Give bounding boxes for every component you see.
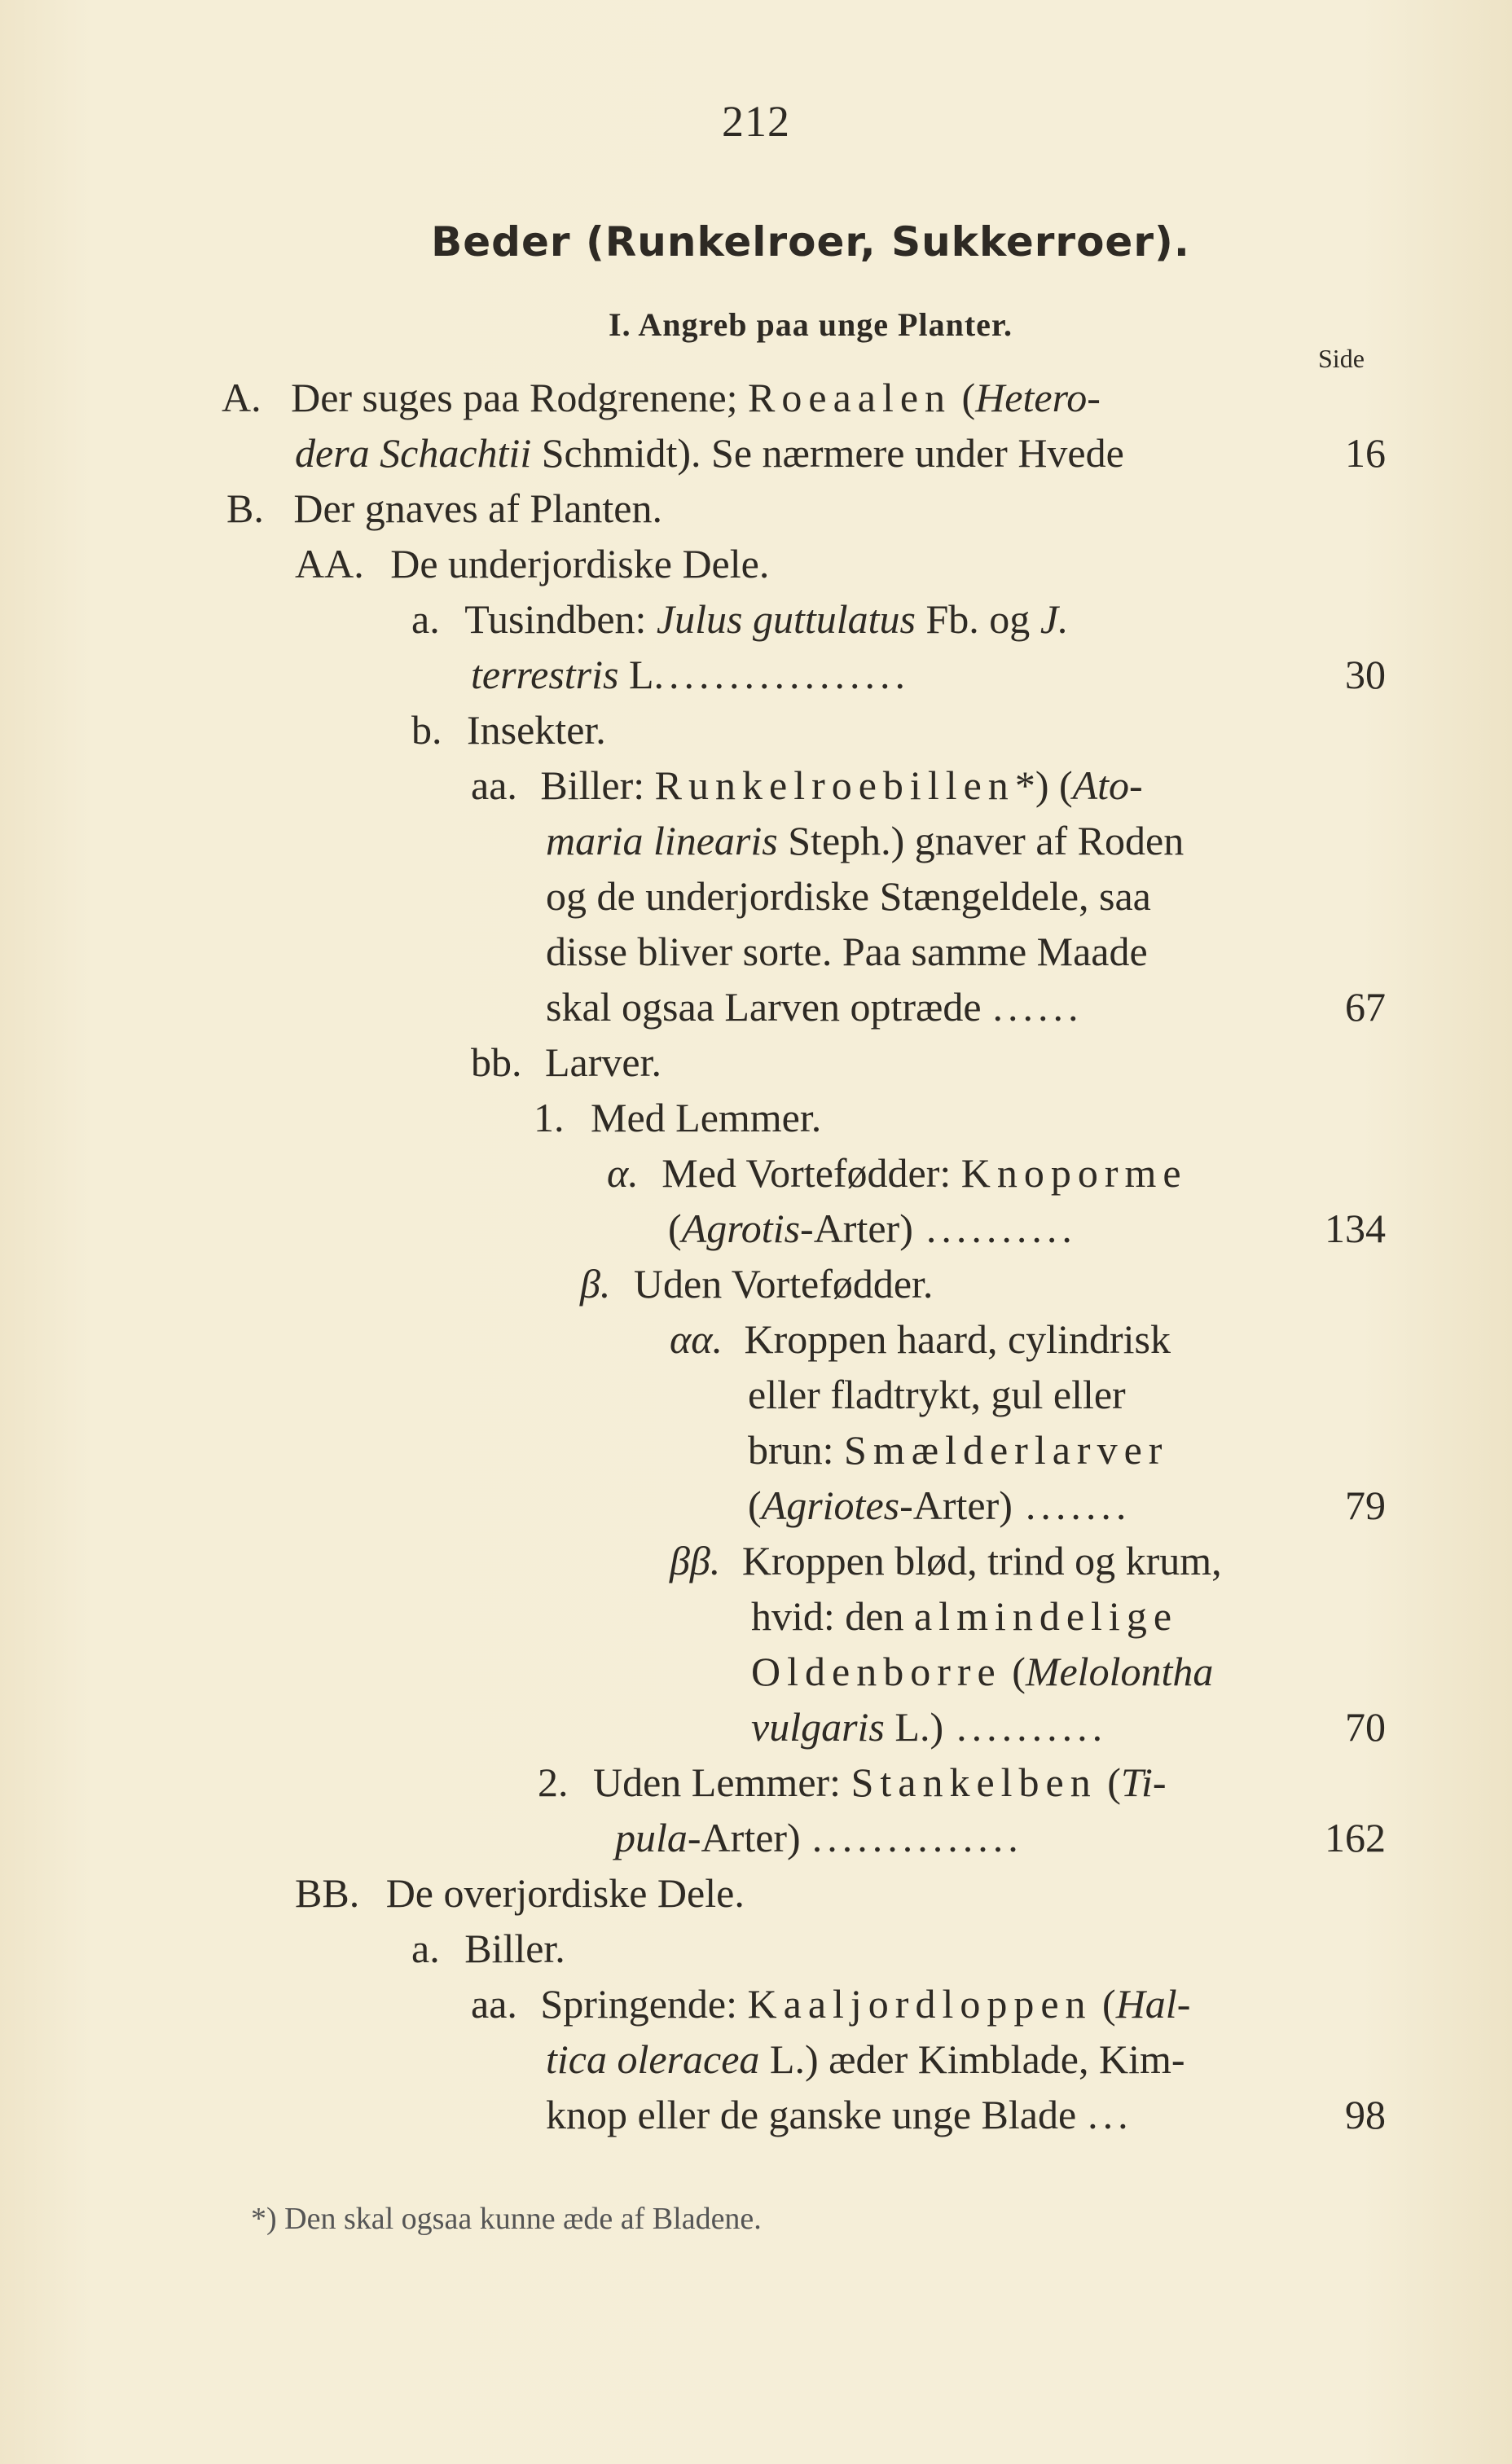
entry-line: brun: Smælderlarver bbox=[748, 1427, 1169, 1473]
page-reference: 67 bbox=[1345, 984, 1386, 1030]
entry-line: BB. De overjordiske Dele. bbox=[295, 1870, 745, 1916]
entry-line: dera Schachtii Schmidt). Se nærmere under Hvede bbox=[295, 430, 1124, 476]
latin-name: tica oleracea bbox=[546, 2036, 760, 2082]
page-title: Beder (Runkelroer, Sukkerroer). bbox=[431, 218, 1190, 266]
leader-dots: .......... bbox=[956, 1704, 1108, 1750]
latin-name: maria linearis bbox=[546, 818, 778, 863]
entry-line: a. Tusindben: Julus guttulatus Fb. og J. bbox=[411, 596, 1069, 642]
entry-line: B. Der gnaves af Planten. bbox=[226, 485, 662, 531]
entry-label: B. bbox=[226, 485, 264, 531]
entry-line: disse bliver sorte. Paa samme Maade bbox=[546, 929, 1148, 974]
entry-line: bb. Larver. bbox=[471, 1039, 662, 1085]
latin-name: dera Schachtii bbox=[295, 430, 532, 476]
entry-label: a. bbox=[411, 596, 440, 642]
entry-line: (Agriotes-Arter) ....... bbox=[748, 1482, 1132, 1528]
latin-name: vulgaris bbox=[751, 1704, 885, 1750]
entry-label: α. bbox=[607, 1150, 639, 1196]
entry-line: ββ. Kroppen blød, trind og krum, bbox=[670, 1538, 1222, 1583]
entry-line: Oldenborre (Melolontha bbox=[751, 1649, 1214, 1694]
entry-label: b. bbox=[411, 707, 442, 753]
entry-line: AA. De underjordiske Dele. bbox=[295, 541, 770, 586]
entry-line: aa. Springende: Kaaljordloppen (Hal- bbox=[471, 1981, 1191, 2027]
common-name: Oldenborre bbox=[751, 1649, 1002, 1694]
latin-name: Melolontha bbox=[1025, 1649, 1214, 1694]
entry-line: vulgaris L.) .......... bbox=[751, 1704, 1108, 1750]
latin-name: Ato- bbox=[1072, 762, 1143, 808]
page-column-header: Side bbox=[1318, 344, 1365, 373]
entry-label: β. bbox=[580, 1261, 611, 1307]
latin-name: Julus guttulatus bbox=[656, 596, 916, 642]
entry-label: BB. bbox=[295, 1870, 360, 1916]
entry-line: og de underjordiske Stængeldele, saa bbox=[546, 873, 1151, 919]
entry-line: knop eller de ganske unge Blade ... bbox=[546, 2092, 1133, 2137]
entry-label: aa. bbox=[471, 1981, 517, 2027]
page-reference: 16 bbox=[1345, 430, 1386, 476]
entry-line: 2. Uden Lemmer: Stankelben (Ti- bbox=[538, 1759, 1167, 1805]
page-number: 212 bbox=[722, 97, 790, 146]
leader-dots: .......... bbox=[925, 1206, 1077, 1251]
entry-label: 2. bbox=[538, 1759, 569, 1805]
entry-line: pula-Arter) .............. bbox=[615, 1815, 1023, 1860]
entry-line: a. Biller. bbox=[411, 1926, 565, 1971]
leader-dots: ... bbox=[1088, 2092, 1133, 2137]
leader-dots: ................. bbox=[653, 652, 911, 697]
common-name: Smælderlarver bbox=[844, 1427, 1169, 1473]
page-reference: 70 bbox=[1345, 1704, 1386, 1750]
common-name: almindelige bbox=[913, 1593, 1179, 1639]
latin-name: pula bbox=[615, 1815, 688, 1860]
entry-line: αα. Kroppen haard, cylindrisk bbox=[670, 1316, 1171, 1362]
latin-name: Hal- bbox=[1115, 1981, 1191, 2027]
leader-dots: ...... bbox=[992, 984, 1083, 1030]
entry-line: terrestris L................. bbox=[471, 652, 911, 697]
page-reference: 98 bbox=[1345, 2092, 1386, 2137]
latin-name: J. bbox=[1040, 596, 1069, 642]
entry-label: A. bbox=[222, 375, 262, 420]
page-reference: 162 bbox=[1325, 1815, 1386, 1860]
entry-line: hvid: den almindelige bbox=[751, 1593, 1179, 1639]
entry-label: a. bbox=[411, 1926, 440, 1971]
entry-label: aa. bbox=[471, 762, 517, 808]
entry-line: (Agrotis-Arter) .......... bbox=[668, 1206, 1077, 1251]
latin-name: Agrotis bbox=[681, 1206, 801, 1251]
common-name: Roeaalen bbox=[748, 375, 952, 420]
leader-dots: .............. bbox=[811, 1815, 1023, 1860]
latin-name: Agriotes bbox=[761, 1482, 900, 1528]
latin-name: Ti- bbox=[1120, 1759, 1167, 1805]
common-name: Knoporme bbox=[960, 1150, 1188, 1196]
entry-line: skal ogsaa Larven optræde ...... bbox=[546, 984, 1083, 1030]
page-reference: 30 bbox=[1345, 652, 1386, 697]
footnote: *) Den skal ogsaa kunne æde af Bladene. bbox=[251, 2202, 762, 2236]
common-name: Stankelben bbox=[850, 1759, 1097, 1805]
entry-line: A. Der suges paa Rodgrenene; Roeaalen (Hetero- bbox=[222, 375, 1101, 420]
page-reference: 79 bbox=[1345, 1482, 1386, 1528]
entry-line: aa. Biller: Runkelroebillen*) (Ato- bbox=[471, 762, 1143, 808]
entry-label: AA. bbox=[295, 541, 364, 586]
entry-line: tica oleracea L.) æder Kimblade, Kim- bbox=[546, 2036, 1185, 2082]
entry-label: bb. bbox=[471, 1039, 522, 1085]
entry-line: 1. Med Lemmer. bbox=[534, 1095, 822, 1140]
entry-line: maria linearis Steph.) gnaver af Roden bbox=[546, 818, 1185, 863]
page-reference: 134 bbox=[1325, 1206, 1386, 1251]
common-name: Runkelroebillen bbox=[654, 762, 1015, 808]
entry-label: 1. bbox=[534, 1095, 565, 1140]
entry-line: β. Uden Vortefødder. bbox=[580, 1261, 934, 1307]
latin-name: terrestris bbox=[471, 652, 619, 697]
latin-name: Hetero- bbox=[975, 375, 1101, 420]
entry-label: αα. bbox=[670, 1316, 723, 1362]
entry-line: α. Med Vortefødder: Knoporme bbox=[607, 1150, 1188, 1196]
common-name: Kaaljordloppen bbox=[747, 1981, 1092, 2027]
leader-dots: ....... bbox=[1025, 1482, 1132, 1528]
entry-line: b. Insekter. bbox=[411, 707, 606, 753]
section-heading: I. Angreb paa unge Planter. bbox=[609, 306, 1013, 343]
entry-label: ββ. bbox=[670, 1538, 721, 1583]
entry-line: eller fladtrykt, gul eller bbox=[748, 1372, 1126, 1417]
